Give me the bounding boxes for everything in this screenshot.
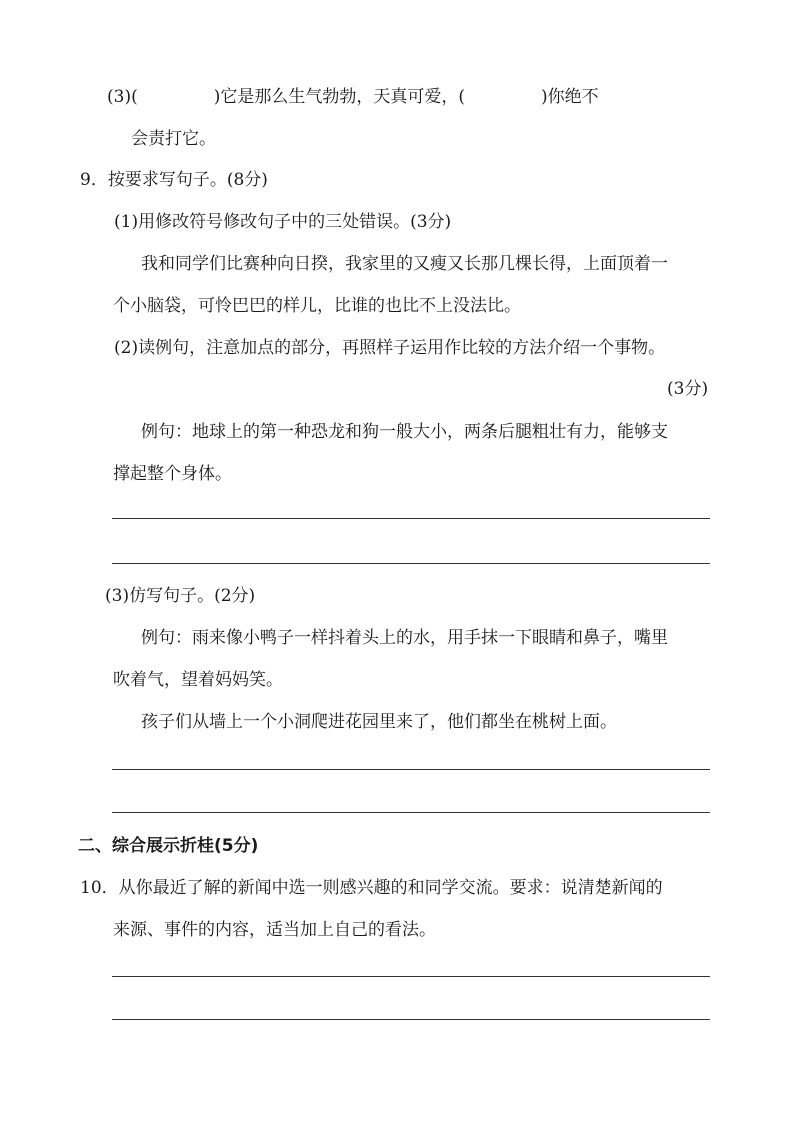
- q10-answer-line-1[interactable]: [112, 976, 710, 977]
- section-2-title: 二、综合展示折桂(5分): [78, 836, 259, 856]
- q10-line1: 10．从你最近了解的新闻中选一则感兴趣的和同学交流。要求：说清楚新闻的: [80, 878, 663, 898]
- q9-3-label: (3)仿写句子。(2分): [105, 586, 256, 606]
- q9-3-prompt: 孩子们从墙上一个小洞爬进花园里来了，他们都坐在桃树上面。: [141, 712, 617, 732]
- q9-2-example-line2: 撑起整个身体。: [113, 464, 232, 484]
- q9-2-label: (2)读例句，注意加点的部分，再照样子运用作比较的方法介绍一个事物。: [114, 338, 666, 358]
- q8-3-label: (3): [107, 87, 132, 107]
- q10-line2: 来源、事件的内容，适当加上自己的看法。: [113, 920, 436, 940]
- q8-3-line2: 会责打它。: [131, 129, 216, 149]
- q9-2-example-line1: 例句：地球上的第一种恐龙和狗一般大小，两条后腿粗壮有力，能够支: [141, 422, 668, 442]
- q9-3-answer-line-1[interactable]: [112, 769, 710, 770]
- q8-3-paren-open: (: [131, 87, 138, 107]
- q8-3-end-text: )你绝不: [541, 87, 599, 107]
- q9-1-sentence-line2: 个小脑袋，可怜巴巴的样儿，比谁的也比不上没法比。: [113, 296, 521, 316]
- q9-title: 9．按要求写句子。(8分): [80, 170, 268, 190]
- q8-3-line1: [107, 85, 599, 109]
- q9-2-answer-line-1[interactable]: [112, 518, 710, 519]
- q9-1-label: (1)用修改符号修改句子中的三处错误。(3分): [114, 212, 452, 232]
- q9-2-answer-line-2[interactable]: [112, 563, 710, 564]
- q9-1-sentence-line1: 我和同学们比赛种向日揆，我家里的又瘦又长那几棵长得，上面顶着一: [141, 254, 668, 274]
- q9-3-answer-line-2[interactable]: [112, 812, 710, 813]
- q8-3-mid-text: )它是那么生气勃勃，天真可爱，(: [213, 87, 465, 107]
- q9-3-example-line1: 例句：雨来像小鸭子一样抖着头上的水，用手抹一下眼睛和鼻子，嘴里: [141, 628, 668, 648]
- q9-3-example-line2: 吹着气，望着妈妈笑。: [113, 670, 283, 690]
- q9-2-score: (3分): [667, 379, 709, 399]
- q10-answer-line-2[interactable]: [112, 1019, 710, 1020]
